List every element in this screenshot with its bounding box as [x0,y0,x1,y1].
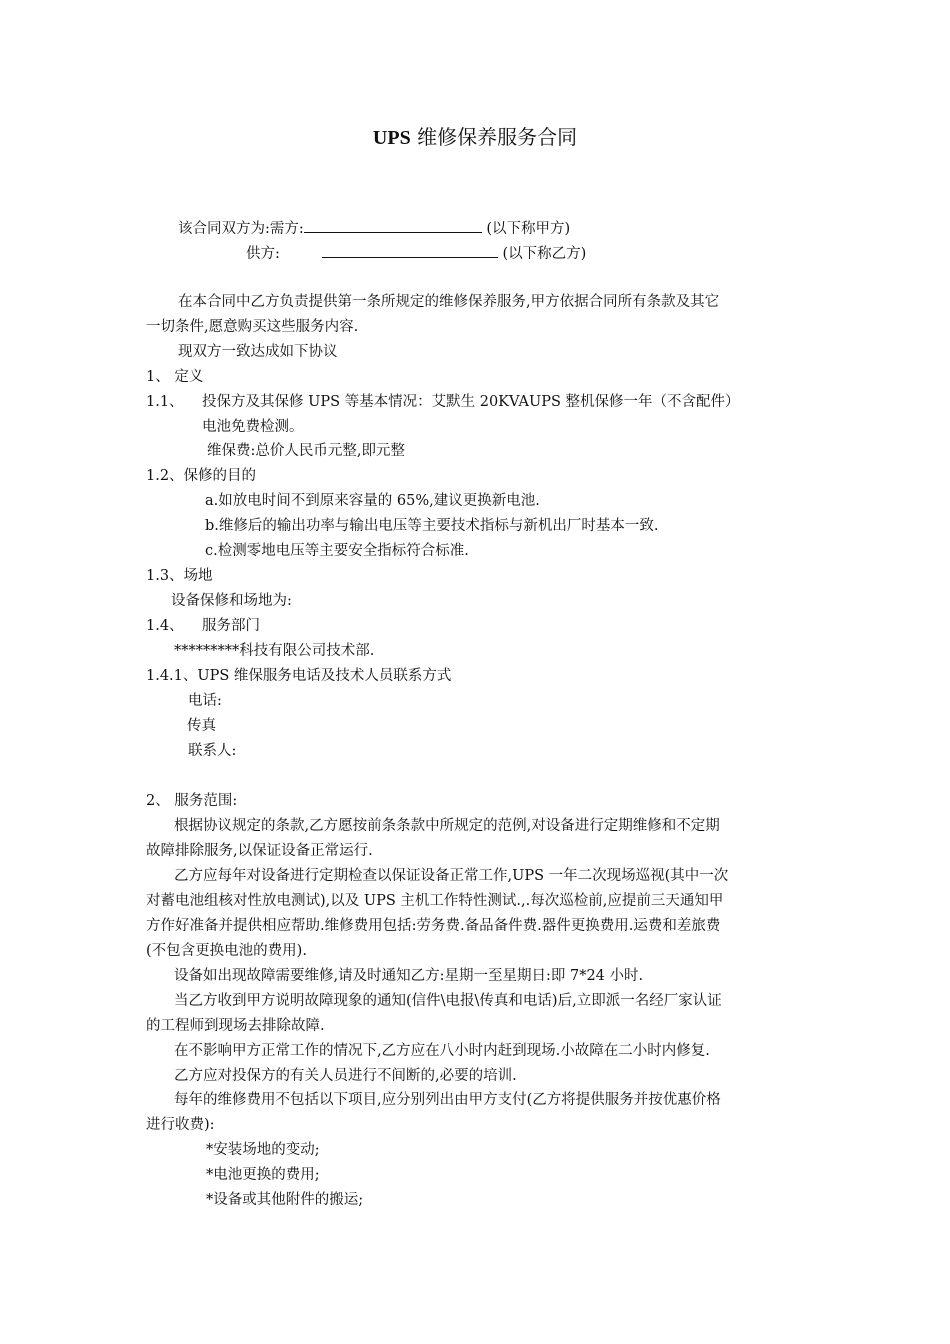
section1-heading: 1、 定义 [146,369,204,385]
title-text: 维修保养服务合同 [410,125,578,149]
s13-heading: 1.3、场地 [146,568,213,584]
s2-p7-line1: 每年的维修费用不包括以下项目,应分别列出由甲方支付(乙方将提供服务并按优惠价格 [174,1092,721,1108]
s2-p4-line1: 当乙方收到甲方说明故障现象的通知(信件\电报\传真和电话)后,立即派一名经厂家认证 [174,993,722,1009]
s12-item-c: c.检测零地电压等主要安全指标符合标准. [205,543,469,559]
s13-line: 设备保修和场地为: [171,593,292,609]
s2-p2-line4: (不包含更换电池的费用). [146,943,307,959]
contact-label: 联系人: [188,743,237,759]
supply-name-blank[interactable] [322,243,498,258]
s14-label: 服务部门 [202,618,260,634]
s141-heading: 1.4.1、UPS 维保服务电话及技术人员联系方式 [146,668,452,684]
exclusion-item: *安装场地的变动; [206,1142,320,1158]
s2-p1-line1: 根据协议规定的条款,乙方愿按前条条款中所规定的范例,对设备进行定期维修和不定期 [174,818,720,834]
s11-line2: 电池免费检测。 [202,419,304,435]
s2-p7-line2: 进行收费): [146,1117,215,1133]
s14-line: *********科技有限公司技术部. [174,643,375,659]
intro-p1-line2: 一切条件,愿意购买这些服务内容. [146,319,359,335]
party-supply-note: (以下称乙方) [497,246,587,262]
s12-item-b: b.维修后的输出功率与输出电压等主要技术指标与新机出厂时基本一致. [205,518,659,534]
phone-label: 电话: [188,693,222,709]
s11-line3: 维保费:总价人民币元整,即元整 [207,443,405,459]
s11-line1: 投保方及其保修 UPS 等基本情况：艾默生 20KVAUPS 整机保修一年（不含配件） [202,394,740,410]
s11-number: 1.1、 [146,394,184,410]
s2-p5: 在不影响甲方正常工作的情况下,乙方应在八小时内赶到现场.小故障在二小时内修复. [174,1043,710,1059]
fax-label: 传真 [187,718,216,734]
s12-heading: 1.2、保修的目的 [146,468,257,484]
intro-p2: 现双方一致达成如下协议 [178,344,338,360]
s14-number: 1.4、 [146,618,184,634]
s2-p2-line1: 乙方应每年对设备进行定期检查以保证设备正常工作,UPS 一年二次现场巡视(其中一次 [174,868,729,884]
party-supply-line [246,243,586,263]
party-supply-label: 供方: [246,246,280,262]
intro-p1-line1: 在本合同中乙方负责提供第一条所规定的维修保养服务,甲方依据合同所有条款及其它 [178,294,720,310]
s12-item-a: a.如放电时间不到原来容量的 65%,建议更换新电池. [205,493,540,509]
title-ups: UPS [372,127,411,149]
exclusion-item: *电池更换的费用; [206,1167,320,1183]
party-demand-note: (以下称甲方) [481,221,571,237]
demand-name-blank[interactable] [304,218,482,233]
s2-p3: 设备如出现故障需要维修,请及时通知乙方:星期一至星期日:即 7*24 小时. [174,968,644,984]
s2-p4-line2: 的工程师到现场去排除故障. [146,1018,325,1034]
exclusion-item: *设备或其他附件的搬运; [206,1192,364,1208]
party-demand-line [178,218,570,238]
party-demand-label: 该合同双方为:需方: [178,221,304,237]
document-title [0,124,950,151]
s2-p6: 乙方应对投保方的有关人员进行不间断的,必要的培训. [174,1068,517,1084]
section2-heading: 2、 服务范围: [146,793,238,809]
s2-p2-line3: 方作好准备并提供相应帮助.维修费用包括:劳务费.备品备件费.器件更换费用.运费和差旅费 [146,918,721,934]
s2-p1-line2: 故障排除服务,以保证设备正常运行. [146,843,373,859]
s2-p2-line2: 对蓄电池组核对性放电测试),以及 UPS 主机工作特性测试.,.每次巡检前,应提前三天通知甲 [146,893,724,909]
